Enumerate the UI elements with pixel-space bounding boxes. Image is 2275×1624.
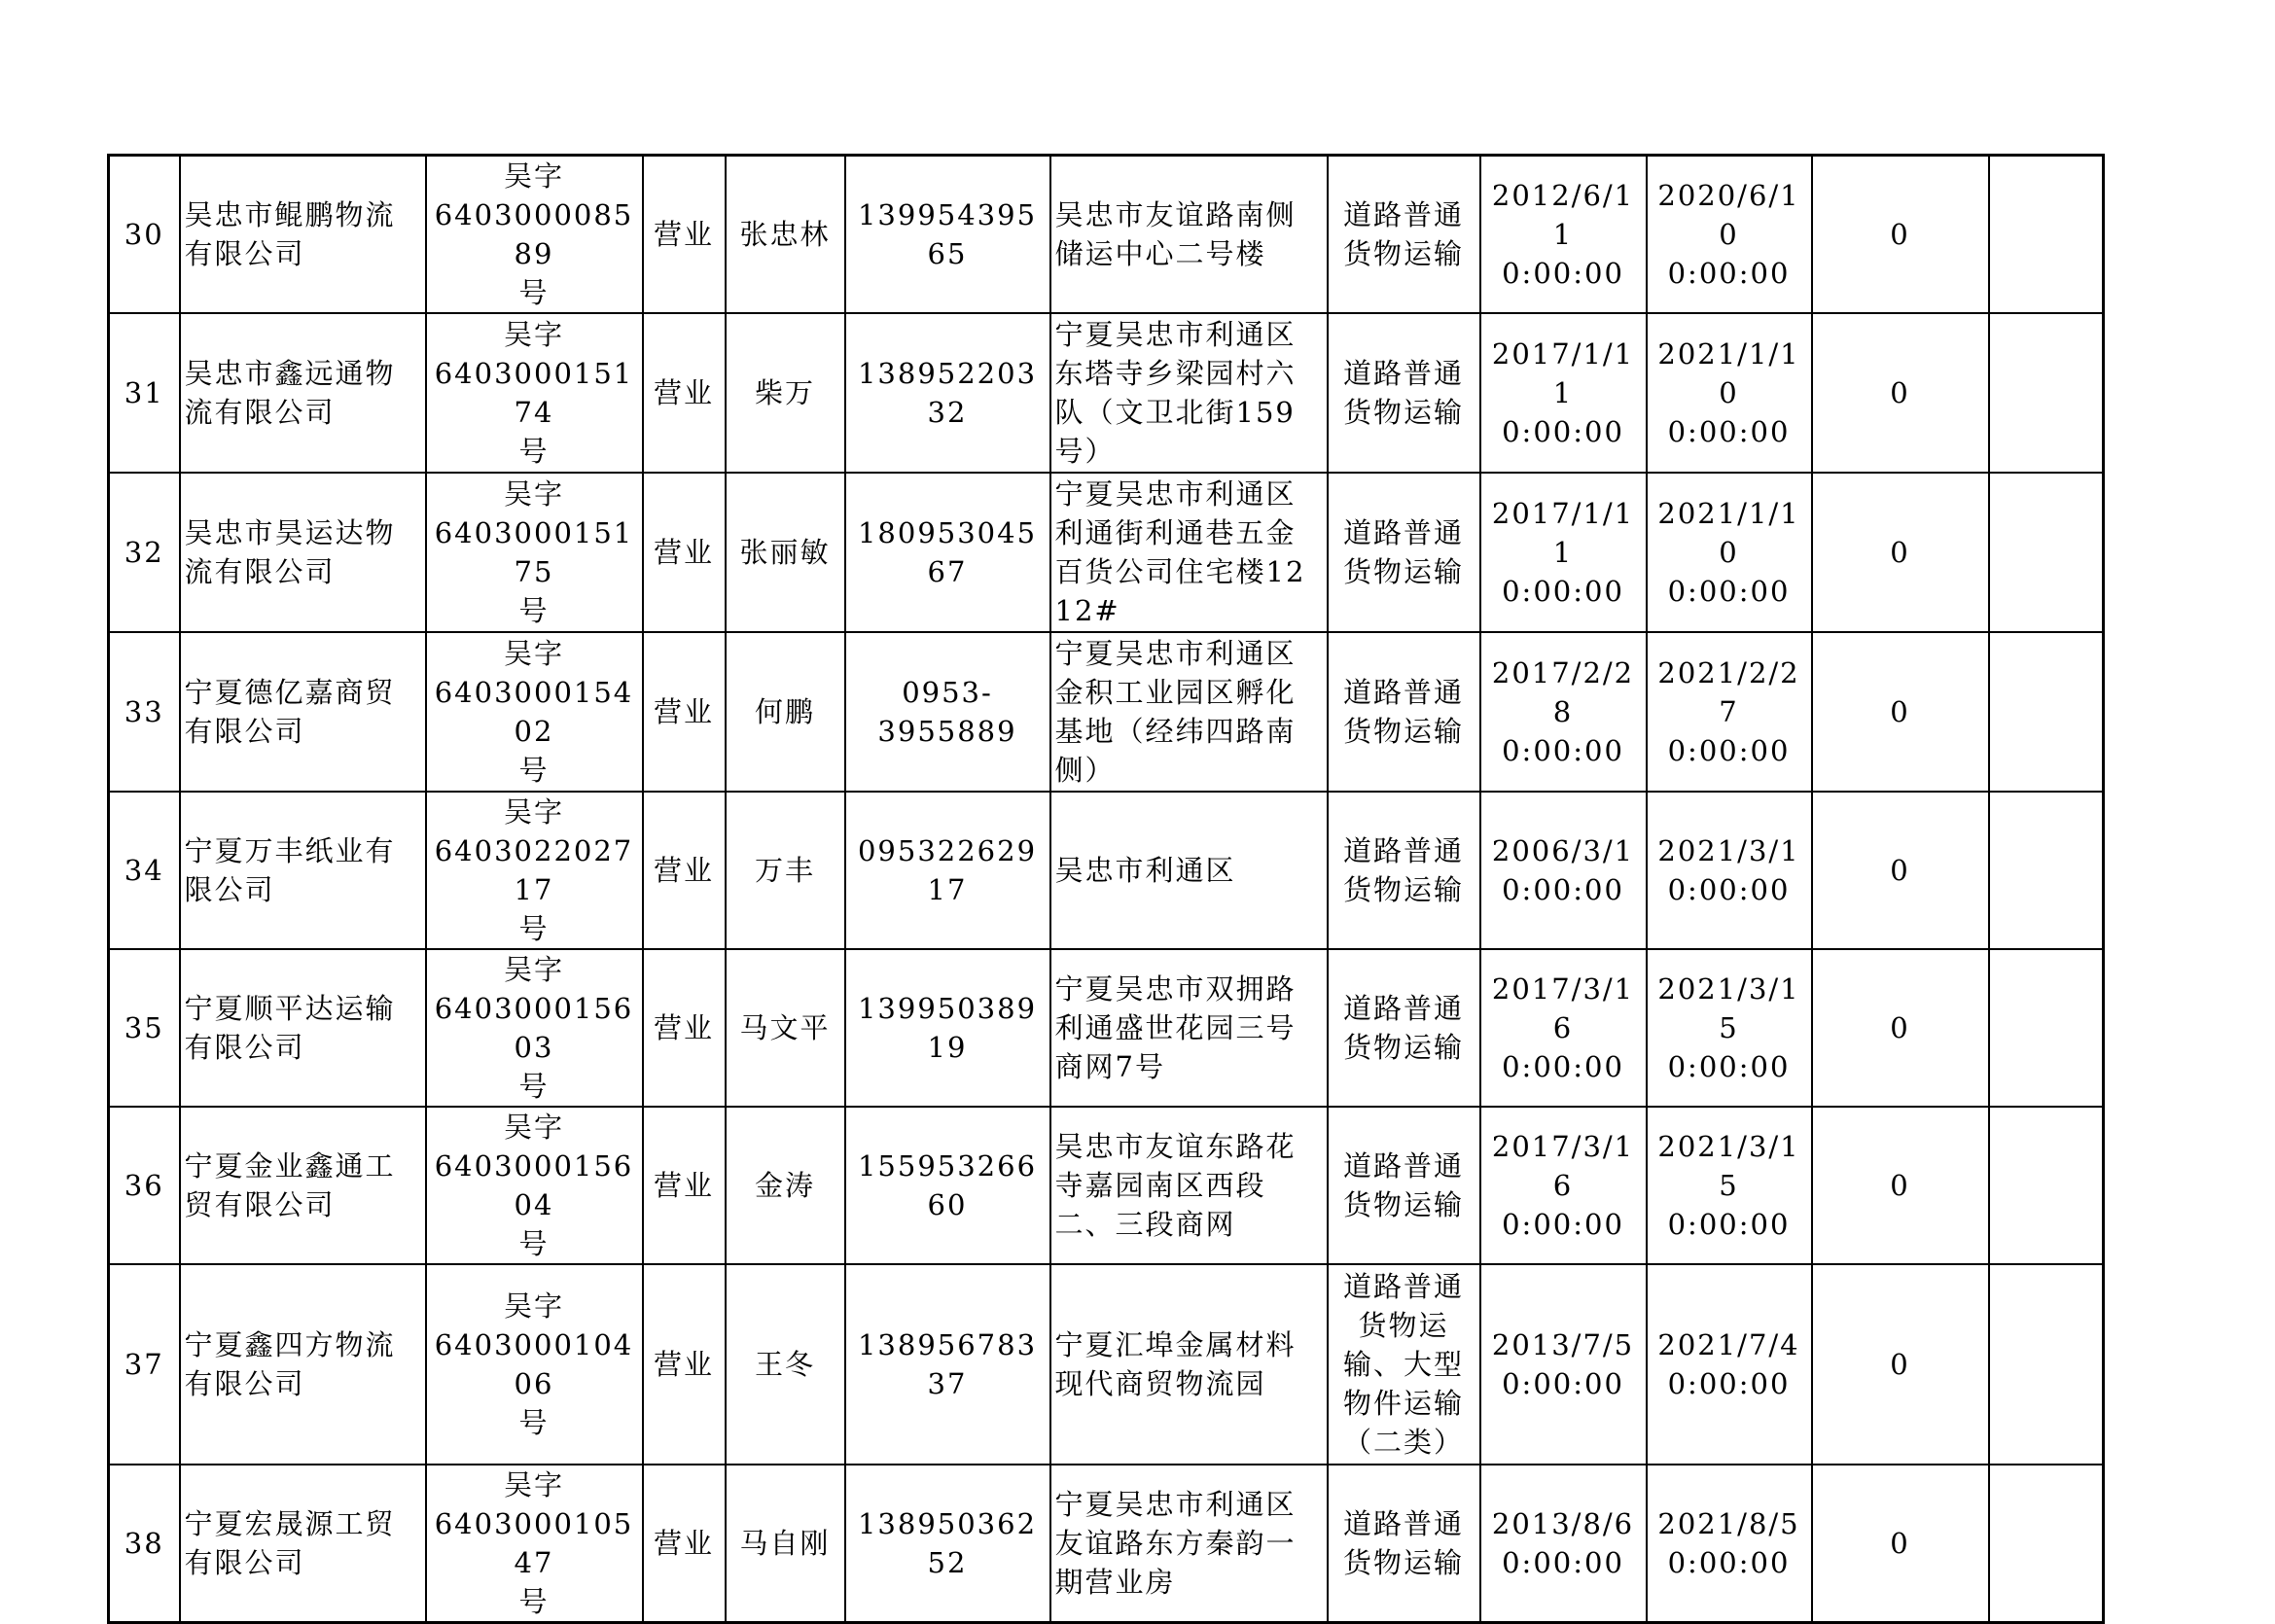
business-scope-cell: 道路普通货物运输 xyxy=(1328,313,1480,473)
legal-person-cell: 张忠林 xyxy=(726,156,845,314)
legal-person-cell: 何鹏 xyxy=(726,632,845,792)
address-cell: 宁夏吴忠市利通区东塔寺乡梁园村六队（文卫北街159号） xyxy=(1050,313,1328,473)
start-date-cell: 2012/6/11 0:00:00 xyxy=(1480,156,1647,314)
business-scope-cell: 道路普通货物运输 xyxy=(1328,473,1480,632)
row-number-cell: 32 xyxy=(109,473,180,632)
address-cell: 吴忠市友谊路南侧储运中心二号楼 xyxy=(1050,156,1328,314)
end-date-cell: 2021/3/1 0:00:00 xyxy=(1647,792,1812,949)
license-number-cell: 吴字 640300010406 号 xyxy=(426,1264,643,1465)
legal-person-cell: 马文平 xyxy=(726,949,845,1107)
count-cell: 0 xyxy=(1812,1264,1989,1465)
note-cell xyxy=(1989,1264,2104,1465)
start-date-cell: 2017/3/16 0:00:00 xyxy=(1480,949,1647,1107)
table-row xyxy=(109,1107,2104,1264)
company-name-cell: 宁夏金业鑫通工贸有限公司 xyxy=(180,1107,426,1264)
table-row xyxy=(109,313,2104,473)
company-name-cell: 吴忠市昊运达物流有限公司 xyxy=(180,473,426,632)
business-type-cell: 营业 xyxy=(643,949,726,1107)
phone-cell: 13895220332 xyxy=(845,313,1050,473)
business-scope-cell: 道路普通货物运输、大型物件运输（二类） xyxy=(1328,1264,1480,1465)
address-cell: 吴忠市利通区 xyxy=(1050,792,1328,949)
legal-person-cell: 张丽敏 xyxy=(726,473,845,632)
company-name-cell: 吴忠市鲲鹏物流有限公司 xyxy=(180,156,426,314)
end-date-cell: 2021/7/4 0:00:00 xyxy=(1647,1264,1812,1465)
count-cell: 0 xyxy=(1812,473,1989,632)
business-scope-cell: 道路普通货物运输 xyxy=(1328,1107,1480,1264)
note-cell xyxy=(1989,792,2104,949)
start-date-cell: 2017/3/16 0:00:00 xyxy=(1480,1107,1647,1264)
phone-cell: 13895678337 xyxy=(845,1264,1050,1465)
license-number-cell: 吴字 640300015175 号 xyxy=(426,473,643,632)
business-type-cell: 营业 xyxy=(643,1264,726,1465)
start-date-cell: 2013/7/5 0:00:00 xyxy=(1480,1264,1647,1465)
table-row xyxy=(109,1465,2104,1623)
legal-person-cell: 金涛 xyxy=(726,1107,845,1264)
table-row xyxy=(109,632,2104,792)
table-row xyxy=(109,473,2104,632)
note-cell xyxy=(1989,473,2104,632)
end-date-cell: 2021/2/27 0:00:00 xyxy=(1647,632,1812,792)
license-number-cell: 吴字 640300015174 号 xyxy=(426,313,643,473)
row-number-cell: 36 xyxy=(109,1107,180,1264)
company-name-cell: 宁夏宏晟源工贸有限公司 xyxy=(180,1465,426,1623)
legal-person-cell: 柴万 xyxy=(726,313,845,473)
count-cell: 0 xyxy=(1812,313,1989,473)
end-date-cell: 2021/8/5 0:00:00 xyxy=(1647,1465,1812,1623)
business-type-cell: 营业 xyxy=(643,792,726,949)
start-date-cell: 2017/2/28 0:00:00 xyxy=(1480,632,1647,792)
count-cell: 0 xyxy=(1812,1465,1989,1623)
count-cell: 0 xyxy=(1812,1107,1989,1264)
license-number-cell: 吴字 640300015603 号 xyxy=(426,949,643,1107)
count-cell: 0 xyxy=(1812,632,1989,792)
note-cell xyxy=(1989,156,2104,314)
count-cell: 0 xyxy=(1812,156,1989,314)
table-row xyxy=(109,156,2104,314)
license-number-cell: 吴字 640300015402 号 xyxy=(426,632,643,792)
legal-person-cell: 王冬 xyxy=(726,1264,845,1465)
note-cell xyxy=(1989,1107,2104,1264)
license-number-cell: 吴字 640300010547 号 xyxy=(426,1465,643,1623)
row-number-cell: 30 xyxy=(109,156,180,314)
row-number-cell: 31 xyxy=(109,313,180,473)
row-number-cell: 38 xyxy=(109,1465,180,1623)
count-cell: 0 xyxy=(1812,792,1989,949)
address-cell: 宁夏吴忠市利通区金积工业园区孵化基地（经纬四路南侧） xyxy=(1050,632,1328,792)
phone-cell: 13995439565 xyxy=(845,156,1050,314)
count-cell: 0 xyxy=(1812,949,1989,1107)
start-date-cell: 2013/8/6 0:00:00 xyxy=(1480,1465,1647,1623)
business-type-cell: 营业 xyxy=(643,313,726,473)
license-number-cell: 吴字 640300015604 号 xyxy=(426,1107,643,1264)
row-number-cell: 37 xyxy=(109,1264,180,1465)
business-scope-cell: 道路普通货物运输 xyxy=(1328,632,1480,792)
table-row xyxy=(109,949,2104,1107)
phone-cell: 13995038919 xyxy=(845,949,1050,1107)
note-cell xyxy=(1989,1465,2104,1623)
address-cell: 宁夏吴忠市利通区友谊路东方秦韵一期营业房 xyxy=(1050,1465,1328,1623)
company-name-cell: 宁夏万丰纸业有限公司 xyxy=(180,792,426,949)
license-number-cell: 吴字 640302202717 号 xyxy=(426,792,643,949)
business-type-cell: 营业 xyxy=(643,632,726,792)
note-cell xyxy=(1989,313,2104,473)
end-date-cell: 2021/1/10 0:00:00 xyxy=(1647,473,1812,632)
row-number-cell: 33 xyxy=(109,632,180,792)
end-date-cell: 2021/3/15 0:00:00 xyxy=(1647,1107,1812,1264)
end-date-cell: 2020/6/10 0:00:00 xyxy=(1647,156,1812,314)
row-number-cell: 34 xyxy=(109,792,180,949)
phone-cell: 09532262917 xyxy=(845,792,1050,949)
company-name-cell: 宁夏顺平达运输有限公司 xyxy=(180,949,426,1107)
end-date-cell: 2021/3/15 0:00:00 xyxy=(1647,949,1812,1107)
start-date-cell: 2017/1/11 0:00:00 xyxy=(1480,473,1647,632)
phone-cell: 0953- 3955889 xyxy=(845,632,1050,792)
company-name-cell: 吴忠市鑫远通物流有限公司 xyxy=(180,313,426,473)
table-row xyxy=(109,792,2104,949)
business-scope-cell: 道路普通货物运输 xyxy=(1328,156,1480,314)
company-name-cell: 宁夏德亿嘉商贸有限公司 xyxy=(180,632,426,792)
start-date-cell: 2017/1/11 0:00:00 xyxy=(1480,313,1647,473)
start-date-cell: 2006/3/1 0:00:00 xyxy=(1480,792,1647,949)
row-number-cell: 35 xyxy=(109,949,180,1107)
address-cell: 宁夏吴忠市利通区利通街利通巷五金百货公司住宅楼1212# xyxy=(1050,473,1328,632)
phone-cell: 15595326660 xyxy=(845,1107,1050,1264)
end-date-cell: 2021/1/10 0:00:00 xyxy=(1647,313,1812,473)
business-type-cell: 营业 xyxy=(643,1465,726,1623)
business-type-cell: 营业 xyxy=(643,473,726,632)
address-cell: 宁夏汇埠金属材料现代商贸物流园 xyxy=(1050,1264,1328,1465)
note-cell xyxy=(1989,949,2104,1107)
business-type-cell: 营业 xyxy=(643,156,726,314)
address-cell: 宁夏吴忠市双拥路利通盛世花园三号商网7号 xyxy=(1050,949,1328,1107)
company-name-cell: 宁夏鑫四方物流有限公司 xyxy=(180,1264,426,1465)
note-cell xyxy=(1989,632,2104,792)
transport-license-table xyxy=(107,154,2105,1624)
business-scope-cell: 道路普通货物运输 xyxy=(1328,792,1480,949)
business-scope-cell: 道路普通货物运输 xyxy=(1328,1465,1480,1623)
table-row xyxy=(109,1264,2104,1465)
license-number-cell: 吴字 640300008589 号 xyxy=(426,156,643,314)
business-type-cell: 营业 xyxy=(643,1107,726,1264)
business-scope-cell: 道路普通货物运输 xyxy=(1328,949,1480,1107)
phone-cell: 18095304567 xyxy=(845,473,1050,632)
legal-person-cell: 万丰 xyxy=(726,792,845,949)
address-cell: 吴忠市友谊东路花寺嘉园南区西段二、三段商网 xyxy=(1050,1107,1328,1264)
legal-person-cell: 马自刚 xyxy=(726,1465,845,1623)
phone-cell: 13895036252 xyxy=(845,1465,1050,1623)
